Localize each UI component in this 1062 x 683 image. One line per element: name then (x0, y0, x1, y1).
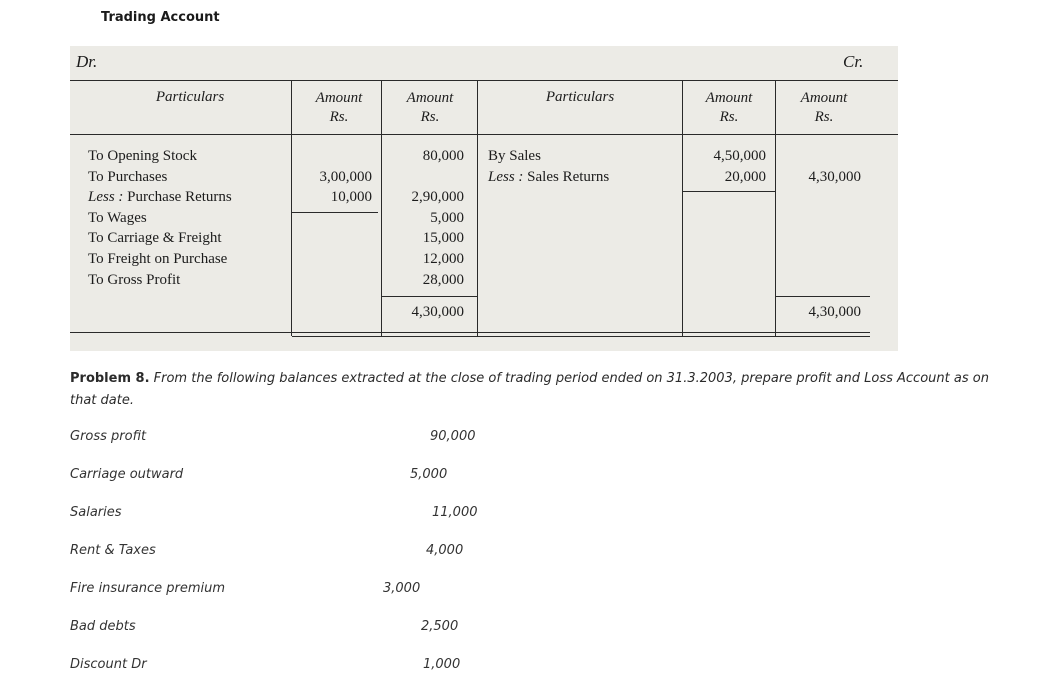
credit-row-particular: By Sales (488, 148, 541, 164)
credit-particulars (488, 146, 609, 187)
debit-inner-amount: 3,00,000 (319, 168, 372, 185)
credit-row-particular: Less : Sales Returns (488, 168, 610, 185)
balance-label: Discount Dr (70, 657, 147, 672)
col-rule-5 (775, 80, 776, 336)
header-rs-2: Rs. (420, 109, 440, 125)
bottom-rule-2 (292, 336, 870, 337)
balance-label: Salaries (70, 505, 122, 520)
credit-inner-amount: 20,000 (724, 168, 766, 185)
debit-outer-amount: 28,000 (422, 271, 464, 288)
debit-inner-amount (294, 146, 372, 167)
debit-outer-amount (382, 167, 464, 188)
debit-outer-amount: 15,000 (422, 230, 464, 247)
balance-value: 1,000 (423, 657, 461, 672)
dr-label: Dr. (76, 52, 98, 71)
page-heading: Trading Account (101, 10, 220, 25)
header-rs-4: Rs. (814, 109, 834, 125)
debit-total: 4,30,000 (411, 304, 464, 320)
debit-subtotal-rule (292, 212, 378, 213)
col-rule-1 (291, 80, 292, 336)
credit-subtotal-rule (682, 191, 776, 192)
debit-row-particular: To Purchases (88, 168, 168, 185)
balance-label: Bad debts (70, 619, 136, 634)
header-amount-1: Amount (315, 90, 363, 106)
balance-label: Fire insurance premium (70, 581, 226, 596)
header-amount-3: Amount (705, 90, 753, 106)
problem-text: From the following balances extracted at the close of trading period ended on 31.3.2003, prepare profit and Loss Account as on that date. (70, 371, 989, 408)
header-rule (70, 134, 898, 135)
trading-account-scan (70, 46, 898, 351)
header-particulars-right: Particulars (545, 89, 615, 105)
debit-row-particular: To Carriage & Freight (88, 230, 222, 247)
balance-value: 5,000 (410, 467, 448, 482)
debit-particulars (88, 146, 232, 290)
top-rule (70, 80, 898, 81)
debit-row-particular: To Wages (88, 209, 147, 226)
header-rs-3: Rs. (719, 109, 739, 125)
header-rs-1: Rs. (329, 109, 349, 125)
balance-value: 4,000 (426, 543, 464, 558)
credit-total: 4,30,000 (808, 304, 861, 320)
balance-label: Gross profit (70, 429, 147, 444)
problem-statement (70, 368, 1000, 412)
debit-total-rule-top (382, 296, 477, 297)
bottom-rule-1 (70, 332, 870, 333)
header-amount-4: Amount (800, 90, 848, 106)
col-rule-3 (477, 80, 478, 336)
col-rule-4 (682, 80, 683, 336)
debit-outer-amounts (382, 146, 464, 290)
balance-label: Carriage outward (70, 467, 184, 482)
credit-inner-amount: 4,50,000 (713, 148, 766, 164)
credit-outer-amount: 4,30,000 (808, 168, 861, 185)
debit-row-particular: To Opening Stock (88, 148, 197, 164)
header-amount-2: Amount (406, 90, 454, 106)
debit-inner-amount: 10,000 (330, 189, 372, 206)
balance-value: 11,000 (432, 505, 478, 520)
balance-label: Rent & Taxes (70, 543, 156, 558)
debit-inner-amounts (294, 146, 372, 208)
debit-outer-amount: 5,000 (430, 209, 464, 226)
credit-outer-amount (778, 146, 861, 167)
credit-total-rule-top (776, 296, 870, 297)
problem-label: Problem 8. (70, 371, 150, 386)
debit-row-particular: Less : Purchase Returns (88, 189, 232, 206)
debit-row-particular: To Freight on Purchase (88, 250, 228, 267)
credit-inner-amounts (684, 146, 766, 187)
balance-value: 2,500 (421, 619, 459, 634)
credit-outer-amounts (778, 146, 861, 187)
debit-row-particular: To Gross Profit (88, 271, 181, 288)
header-particulars-left: Particulars (155, 89, 225, 105)
balance-value: 3,000 (383, 581, 421, 596)
debit-outer-amount: 2,90,000 (411, 189, 464, 206)
debit-outer-amount: 80,000 (422, 148, 464, 164)
debit-outer-amount: 12,000 (422, 250, 464, 267)
balance-value: 90,000 (430, 429, 476, 444)
cr-label: Cr. (843, 52, 864, 71)
